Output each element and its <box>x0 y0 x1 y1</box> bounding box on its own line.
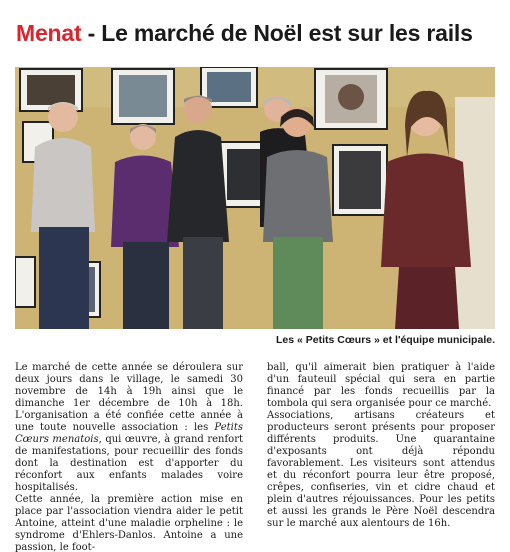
frame-8 <box>15 257 35 307</box>
article-headline <box>16 18 502 48</box>
paragraph-2: Cette année, la première action mise en place par l'association viendra aider le petit Antoine, atteint d'une maladie orpheline : le syndrome d'Ehlers-Danlos. Antoine a une passion, le foot- <box>15 494 243 552</box>
headline-location: Menat <box>16 20 82 46</box>
photo-caption: Les « Petits Cœurs » et l'équipe municipale. <box>276 334 495 346</box>
paragraph-3: ball, qu'il aimerait bien pratiquer à l'aide d'un fauteuil spécial qui sera en partie financé par les fonds recueillis par la tombola qui sera organisée pour ce marché. <box>267 362 495 409</box>
article-body-right <box>267 362 495 530</box>
headline-separator: - <box>81 20 102 46</box>
paragraph-1: Le marché de cette année se déroulera sur deux jours dans le village, le samedi 30 novembre de 14h à 19h ainsi que le dimanche 1er décembre de 10h à 18h. L'organisation a été confiée cette année à une toute nouvelle association : les Petits Cœurs menatois, qui œuvre, à grand renfort de manifestations, pour recueillir des fonds dont la destination est d'apporter du réconfort aux enfants malades voire hospitalisés. <box>15 362 243 493</box>
headline-title: Le marché de Noël est sur les rails <box>101 20 473 46</box>
group-photo-illustration <box>15 67 495 329</box>
article-body-left <box>15 362 243 552</box>
article-photo <box>15 67 495 329</box>
paragraph-4: Associations, artisans créateurs et producteurs seront présents pour proposer différents produits. Une quarantaine d'exposants ont déjà répondu favorablement. Les visiteurs sont attendus et du réconfort pourra leur être proposé, crêpes, confiseries, vin et cidre chaud et plein d'autres réjouissances. Pour les petits et aussi les grands le Père Noël descendra sur le marché aux alentours de 16h. <box>267 410 495 529</box>
